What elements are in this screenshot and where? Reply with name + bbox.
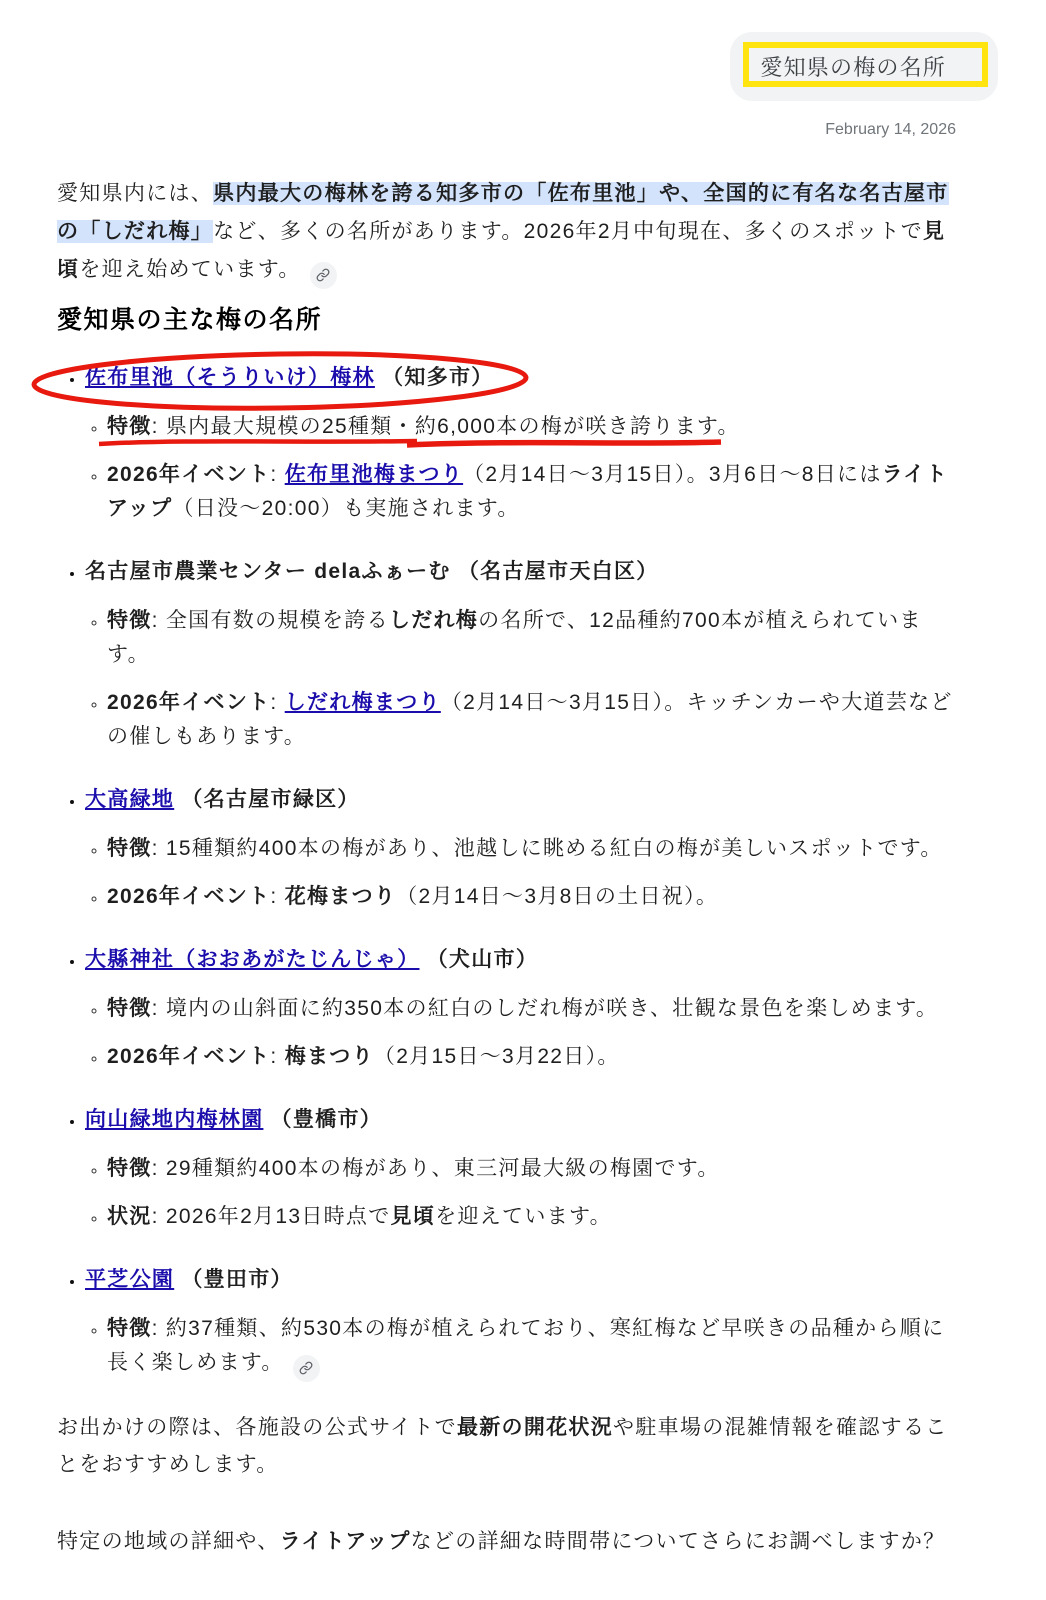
text-segment: 2026年イベント <box>107 1045 271 1068</box>
user-message-row <box>0 0 1046 101</box>
outro-paragraphs <box>57 1409 958 1560</box>
spot-location: （知多市） <box>374 366 494 389</box>
spot-title <box>85 1261 958 1299</box>
response-date: February 14, 2026 <box>825 121 956 138</box>
spot-location: （名古屋市緑区） <box>174 788 360 811</box>
text-segment: を迎え始めています。 <box>79 258 301 281</box>
spot-title <box>85 781 958 819</box>
spot-detail-item <box>107 410 958 444</box>
intro-paragraph <box>57 175 958 289</box>
spot-link[interactable]: 大高緑地 <box>85 788 175 811</box>
text-segment: 特徴 <box>107 1317 152 1340</box>
spot-item <box>85 1101 958 1234</box>
text-segment: 特徴 <box>107 415 152 438</box>
response-content <box>0 139 1046 1560</box>
text-segment: : <box>270 463 285 486</box>
text-segment: の名所で、12品種約700本が植えられています。 <box>107 609 922 666</box>
spot-detail-item <box>107 880 958 914</box>
link-icon[interactable] <box>293 1355 320 1382</box>
user-message-text: 愛知県の梅の名所 <box>760 55 946 80</box>
text-segment: : <box>270 1045 285 1068</box>
text-segment: 2026年イベント <box>107 691 271 714</box>
outro-paragraph <box>57 1523 958 1560</box>
text-segment: : 県内最大規模の25種類・約6,000本の梅が咲き誇ります。 <box>151 415 740 438</box>
text-segment: : 29種類約400本の梅があり、東三河最大級の梅園です。 <box>151 1157 720 1180</box>
text-segment: 愛知県内には、 <box>57 182 214 205</box>
text-segment: 花梅まつり <box>284 885 397 908</box>
spot-detail-item <box>107 1152 958 1186</box>
text-segment: しだれ梅 <box>388 609 479 632</box>
spot-detail-item <box>107 992 958 1026</box>
spot-location: （豊田市） <box>174 1268 293 1291</box>
text-segment: 特徴 <box>107 609 152 632</box>
text-segment: を迎えています。 <box>435 1205 612 1228</box>
text-segment: : <box>270 691 285 714</box>
spot-detail-item <box>107 1200 958 1234</box>
text-segment: お出かけの際は、各施設の公式サイトで <box>57 1415 457 1439</box>
spot-detail-item <box>107 686 958 754</box>
spots-list <box>57 359 958 1382</box>
text-segment: ライトアップ <box>107 463 948 520</box>
spot-title <box>85 553 958 591</box>
spot-location: （豊橋市） <box>263 1108 383 1131</box>
spot-detail-item <box>107 458 958 526</box>
spot-link[interactable]: 向山緑地内梅林園 <box>85 1108 264 1131</box>
spot-location: （名古屋市天白区） <box>450 560 659 583</box>
text-segment: ライトアップ <box>279 1529 411 1553</box>
text-segment: （2月14日～3月15日）。キッチンカーや大道芸などの催しもあります。 <box>107 691 953 748</box>
spot-details-list <box>85 410 958 526</box>
spot-link[interactable]: 佐布里池（そうりいけ）梅林 <box>85 366 375 389</box>
spot-details-list <box>85 832 958 914</box>
spot-item <box>85 941 958 1074</box>
text-segment: : 2026年2月13日時点で <box>151 1205 391 1228</box>
spot-detail-item <box>107 604 958 672</box>
spot-details-list <box>85 1312 958 1382</box>
text-segment: : 全国有数の規模を誇る <box>151 609 389 632</box>
spot-details-list <box>85 992 958 1074</box>
text-segment: 見頃 <box>57 220 946 281</box>
spot-detail-item <box>107 832 958 866</box>
text-segment: 特定の地域の詳細や、 <box>57 1529 280 1553</box>
spot-title <box>85 359 958 397</box>
spot-link[interactable]: 平芝公園 <box>85 1268 175 1291</box>
text-segment: （日没～20:00）も実施されます。 <box>172 497 520 520</box>
text-segment: : 15種類約400本の梅があり、池越しに眺める紅白の梅が美しいスポットです。 <box>151 837 943 860</box>
text-segment: （2月14日～3月8日の土日祝）。 <box>396 885 719 908</box>
spot-detail-item <box>107 1040 958 1074</box>
date-row <box>0 101 1046 139</box>
text-segment: 特徴 <box>107 997 152 1020</box>
spot-name: 名古屋市農業センター delaふぁーむ <box>85 560 451 583</box>
text-segment: : 境内の山斜面に約350本の紅白のしだれ梅が咲き、壮観な景色を楽しめます。 <box>151 997 939 1020</box>
text-segment: 状況 <box>107 1205 152 1228</box>
spot-title <box>85 941 958 979</box>
text-segment: 2026年イベント <box>107 885 271 908</box>
outro-paragraph <box>57 1409 958 1483</box>
text-segment: 最新の開花状況 <box>456 1415 614 1439</box>
spot-item <box>85 1261 958 1382</box>
link-icon[interactable] <box>310 262 337 289</box>
text-segment: や駐車場の混雑情報を確認することをおすすめします。 <box>57 1415 948 1476</box>
inline-link[interactable]: しだれ梅まつり <box>284 691 441 714</box>
spot-link[interactable]: 大縣神社（おおあがたじんじゃ） <box>85 948 420 971</box>
text-segment: などの詳細な時間帯についてさらにお調べしますか？ <box>410 1529 946 1553</box>
text-segment: （2月14日～3月15日）。3月6日～8日には <box>463 463 882 486</box>
inline-link[interactable]: 佐布里池梅まつり <box>284 463 464 486</box>
spot-title <box>85 1101 958 1139</box>
spot-details-list <box>85 1152 958 1234</box>
user-message-bubble <box>730 32 998 101</box>
text-segment: 特徴 <box>107 1157 152 1180</box>
text-segment: : 約37種類、約530本の梅が植えられており、寒紅梅など早咲きの品種から順に長く楽しめます。 <box>107 1317 945 1374</box>
text-segment: 特徴 <box>107 837 152 860</box>
spot-detail-item <box>107 1312 958 1382</box>
text-segment: （2月15日～3月22日）。 <box>373 1045 620 1068</box>
text-segment: 梅まつり <box>284 1045 374 1068</box>
text-segment: など、多くの名所があります。2026年2月中旬現在、多くのスポットで <box>213 220 924 243</box>
section-heading: 愛知県の主な梅の名所 <box>57 306 323 334</box>
spot-item <box>85 359 958 526</box>
spot-item <box>85 781 958 914</box>
text-segment: 2026年イベント <box>107 463 271 486</box>
spot-location: （犬山市） <box>419 948 539 971</box>
text-segment: 県内最大の梅林を誇る知多市の「佐布里池」や、全国的に有名な名古屋市の「しだれ梅」 <box>57 182 949 243</box>
spot-item <box>85 553 958 754</box>
text-segment: : <box>270 885 285 908</box>
spot-details-list <box>85 604 958 754</box>
text-segment: 見頃 <box>390 1205 436 1228</box>
